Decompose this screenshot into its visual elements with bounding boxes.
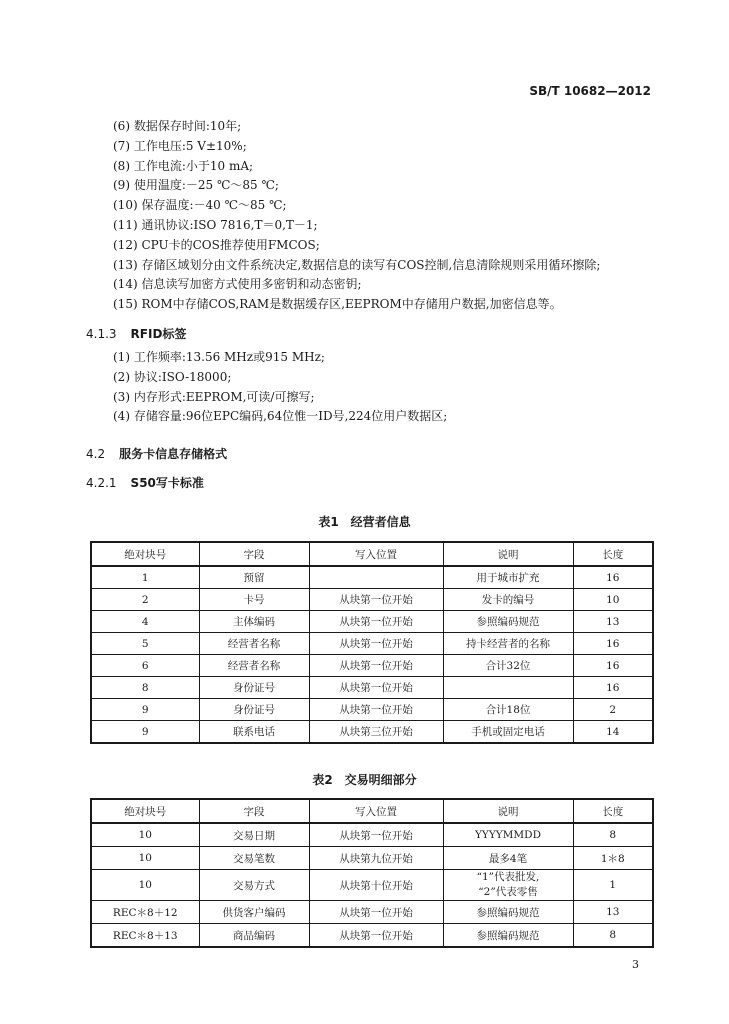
- table-cell: 商品编码: [199, 924, 309, 948]
- table-cell: 5: [91, 633, 199, 655]
- column-header: 长度: [573, 799, 653, 823]
- column-header: 写入位置: [309, 799, 443, 823]
- table-cell: 10: [91, 870, 199, 901]
- column-header: 绝对块号: [91, 542, 199, 566]
- table-cell: 从块第一位开始: [309, 677, 443, 699]
- section-heading-4-2-1: [86, 474, 204, 491]
- table-cell: 交易笔数: [199, 847, 309, 870]
- spec-item: (4) 存储容量:96位EPC编码,64位惟一ID号,224位用户数据区;: [113, 409, 448, 424]
- table-cell: REC＊8＋13: [91, 924, 199, 948]
- table-cell: 1: [91, 566, 199, 589]
- table-cell: 从块第一位开始: [309, 823, 443, 847]
- table-cell: 1＊8: [573, 847, 653, 870]
- table-cell: 8: [573, 823, 653, 847]
- table-cell: 从块第一位开始: [309, 901, 443, 924]
- table-cell: 8: [573, 924, 653, 948]
- table-cell: 4: [91, 611, 199, 633]
- table-cell: 供货客户编码: [199, 901, 309, 924]
- section-number: 4.1.3: [86, 327, 117, 341]
- table-cell: 主体编码: [199, 611, 309, 633]
- spec-item: (12) CPU卡的COS推荐使用FMCOS;: [113, 237, 320, 252]
- table-cell: 10: [91, 847, 199, 870]
- table-cell: 预留: [199, 566, 309, 589]
- table-row: [91, 633, 653, 655]
- column-header: 绝对块号: [91, 799, 199, 823]
- table-cell: 交易方式: [199, 870, 309, 901]
- table-cell: 从块第十位开始: [309, 870, 443, 901]
- table-cell: 从块第一位开始: [309, 924, 443, 948]
- section-title: 服务卡信息存储格式: [119, 447, 228, 461]
- section-title: S50写卡标准: [130, 476, 204, 490]
- table-row: [91, 847, 653, 870]
- spec-item: (6) 数据保存时间:10年;: [113, 119, 242, 133]
- table-row: [91, 699, 653, 721]
- spec-item: (3) 内存形式:EEPROM,可读/可擦写;: [113, 389, 315, 404]
- section-number: 4.2: [86, 447, 106, 461]
- column-header: 字段: [199, 799, 309, 823]
- table-row: [91, 655, 653, 677]
- spec-item: (11) 通讯协议:ISO 7816,T＝0,T－1;: [113, 217, 318, 232]
- table-cell: 发卡的编号: [443, 589, 573, 611]
- table-cell: 卡号: [199, 589, 309, 611]
- table-row: [91, 589, 653, 611]
- table-cell: 16: [573, 633, 653, 655]
- table-cell: 6: [91, 655, 199, 677]
- table-header-row: [91, 542, 653, 566]
- table-row: [91, 901, 653, 924]
- spec-list-cpu-card: [113, 117, 600, 315]
- table-cell: [443, 677, 573, 699]
- table1-caption: 表1 经营者信息: [318, 515, 411, 529]
- section-number: 4.2.1: [86, 476, 117, 490]
- spec-item: (2) 协议:ISO-18000;: [113, 369, 232, 384]
- spec-item: (9) 使用温度:－25 ℃～85 ℃;: [113, 178, 279, 193]
- table-cell: 合计18位: [443, 699, 573, 721]
- table-cell: 从块第一位开始: [309, 633, 443, 655]
- table-cell: 参照编码规范: [443, 611, 573, 633]
- spec-list-rfid: [113, 348, 447, 427]
- table-cell: 身份证号: [199, 699, 309, 721]
- table2-caption: 表2 交易明细部分: [312, 773, 417, 787]
- table-cell: 从块第一位开始: [309, 655, 443, 677]
- column-header: 说明: [443, 799, 573, 823]
- spec-item: (15) ROM中存储COS,RAM是数据缓存区,EEPROM中存储用户数据,加密信息等。: [113, 297, 562, 312]
- table-cell: 13: [573, 901, 653, 924]
- spec-item: (14) 信息读写加密方式使用多密钥和动态密钥;: [113, 277, 362, 292]
- section-title: RFID标签: [130, 327, 187, 341]
- table-row: [91, 870, 653, 901]
- table-cell: 16: [573, 655, 653, 677]
- table-row: [91, 566, 653, 589]
- table-cell: 持卡经营者的名称: [443, 633, 573, 655]
- spec-item: (1) 工作频率:13.56 MHz或915 MHz;: [113, 350, 325, 364]
- table-cell: 合计32位: [443, 655, 573, 677]
- table-cell: REC＊8＋12: [91, 901, 199, 924]
- table-cell: 10: [91, 823, 199, 847]
- table-cell: 参照编码规范: [443, 924, 573, 948]
- spec-item: (8) 工作电流:小于10 mA;: [113, 158, 254, 173]
- table-cell: 从块第一位开始: [309, 589, 443, 611]
- table-row: [91, 611, 653, 633]
- section-heading-4-2: [86, 445, 227, 462]
- table-cell: 从块第一位开始: [309, 699, 443, 721]
- table-row: [91, 823, 653, 847]
- table-cell: “1”代表批发, “2”代表零售: [443, 870, 573, 901]
- table-cell: 手机或固定电话: [443, 721, 573, 744]
- standard-number: SB/T 10682—2012: [529, 84, 651, 98]
- column-header: 字段: [199, 542, 309, 566]
- operator-info-table: [90, 541, 654, 744]
- table-cell: 从块第一位开始: [309, 611, 443, 633]
- table-cell: 参照编码规范: [443, 901, 573, 924]
- table-cell: 经营者名称: [199, 633, 309, 655]
- table-cell: 身份证号: [199, 677, 309, 699]
- section-heading-4-1-3: [86, 325, 186, 342]
- table-cell: 14: [573, 721, 653, 744]
- table-cell: 经营者名称: [199, 655, 309, 677]
- table-cell: 2: [91, 589, 199, 611]
- table-cell: 从块第三位开始: [309, 721, 443, 744]
- spec-item: (13) 存储区域划分由文件系统决定,数据信息的读写有COS控制,信息清除规则采用循环擦除;: [113, 257, 601, 272]
- table-row: [91, 721, 653, 744]
- table-row: [91, 924, 653, 948]
- table-cell: 16: [573, 677, 653, 699]
- spec-item: (10) 保存温度:－40 ℃～85 ℃;: [113, 198, 287, 213]
- table-cell: 交易日期: [199, 823, 309, 847]
- table-cell: 1: [573, 870, 653, 901]
- transaction-detail-table: [90, 798, 654, 948]
- table-cell: 9: [91, 721, 199, 744]
- page-number: 3: [632, 958, 639, 971]
- table-header-row: [91, 799, 653, 823]
- table-cell: 最多4笔: [443, 847, 573, 870]
- table-cell: 16: [573, 566, 653, 589]
- table-cell: 8: [91, 677, 199, 699]
- table-cell: 10: [573, 589, 653, 611]
- table-row: [91, 677, 653, 699]
- table-cell: 联系电话: [199, 721, 309, 744]
- table-cell: 13: [573, 611, 653, 633]
- table-cell: [309, 566, 443, 589]
- table-cell: YYYYMMDD: [443, 823, 573, 847]
- table-cell: 用于城市扩充: [443, 566, 573, 589]
- column-header: 说明: [443, 542, 573, 566]
- column-header: 长度: [573, 542, 653, 566]
- table-cell: 2: [573, 699, 653, 721]
- column-header: 写入位置: [309, 542, 443, 566]
- spec-item: (7) 工作电压:5 V±10%;: [113, 138, 247, 153]
- table-cell: 9: [91, 699, 199, 721]
- table-cell: 从块第九位开始: [309, 847, 443, 870]
